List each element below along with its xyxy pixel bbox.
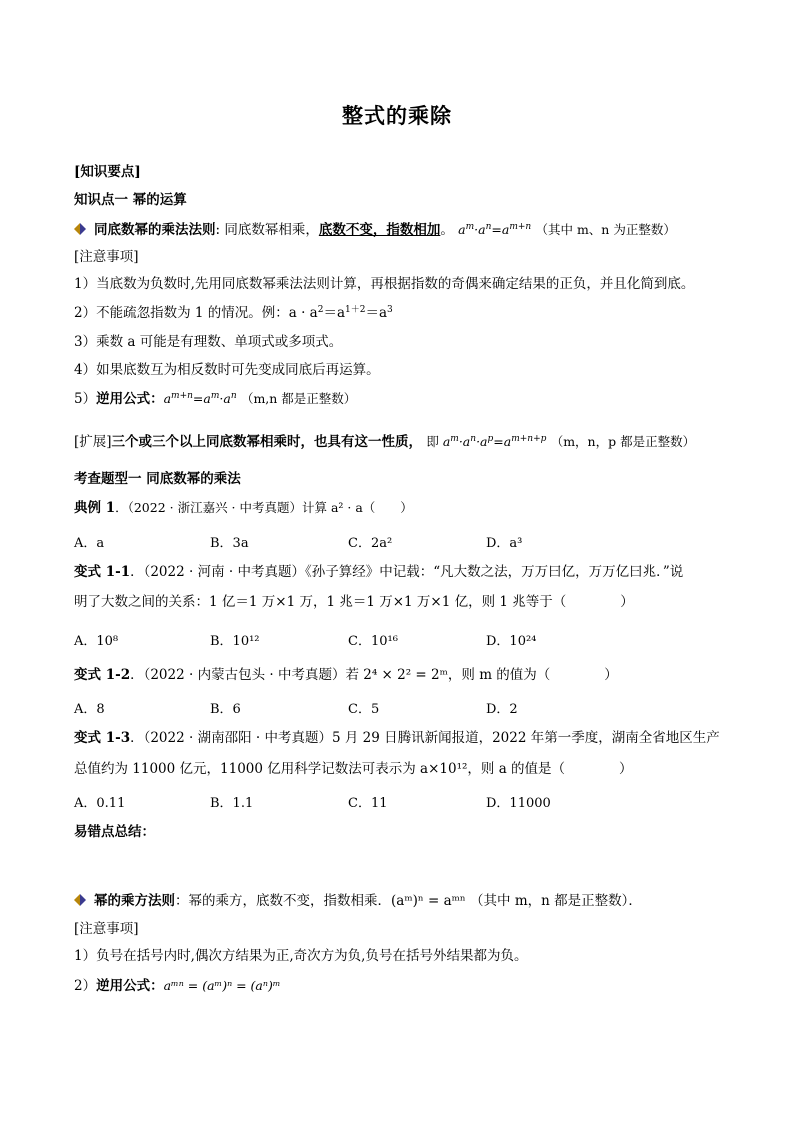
extension-text: 三个或三个以上同底数幂相乘时，也具有这一性质， [111,434,423,450]
variant-1-1-label: 变式 1-1 [74,564,131,580]
example-1-option-b: B．3a [210,536,249,551]
example-1 [74,498,413,518]
rule-note: （其中 m、n 为正整数） [535,222,676,237]
rule-formula: $a^m\cdot a^n=a^{m+n}$ [458,222,532,237]
example-1-option-c: C．2a² [348,536,393,551]
rule-text-a: : 同底数幂相乘， [215,222,319,238]
notice-item-1: 1）当底数为负数时,先用同底数幂乘法法则计算，再根据指数的奇偶来确定结果的正负，并且化简到底。 [74,276,695,292]
bullet-diamond-icon [74,223,86,235]
item5-prefix: 5） [74,391,97,407]
notice-label: [注意事项] [74,249,139,265]
rule-multiplication [74,220,676,240]
variant-1-3 [74,728,720,748]
example-1-label: 典例 1 [74,500,116,516]
variant-1-1-line2: 明了大数之间的关系：1 亿＝1 万×1 万，1 兆＝1 万×1 万×1 亿，则 1 兆等于（ ） [74,594,634,610]
variant-1-2-label: 变式 1-2 [74,667,131,683]
rule-power [74,891,642,911]
variant-1-1-option-a: A．10⁸ [74,634,119,649]
notice-item-4: 4）如果底数互为相反数时可先变成同底后再运算。 [74,362,380,378]
variant-1-2 [74,665,618,685]
variant-1-3-option-a: A．0.11 [74,796,126,811]
notice2-item-2-label: 逆用公式： [96,978,164,994]
variant-1-1-option-d: D．10²⁴ [486,634,537,649]
variant-1-3-label: 变式 1-3 [74,730,131,746]
mistake-summary: 易错点总结： [74,824,155,840]
variant-1-2-option-a: A．8 [74,702,105,717]
example-1-option-d: D．a³ [486,536,523,551]
variant-1-3-option-c: C．11 [348,796,388,811]
notice2-item-2-prefix: 2） [74,978,97,994]
knowledge-point-title: 知识点一 幂的运算 [74,192,187,208]
notice-label-2: [注意事项] [74,921,139,937]
variant-1-3-option-b: B．1.1 [210,796,254,811]
page-title: 整式的乘除 [342,103,452,128]
example-1-text: ．（2022 · 浙江嘉兴 · 中考真题）计算 a² · a（ ） [115,500,413,515]
variant-1-1-option-c: C．10¹⁶ [348,634,398,649]
variant-1-3-line2: 总值约为 11000 亿元，11000 亿用科学记数法可表示为 a×10¹²，则 a 的值是（ ） [74,761,633,777]
notice2-item-2 [74,976,281,996]
variant-1-2-option-d: D．2 [486,702,518,717]
variant-1-3-option-d: D．11000 [486,796,551,811]
rule-text-b: 。 [440,222,454,238]
item5-label: 逆用公式： [96,391,164,407]
question-type-title: 考查题型一 同底数幂的乘法 [74,471,241,487]
extension-note [74,432,695,452]
item5-note: （m,n 都是正整数） [240,391,357,406]
bullet-diamond-icon [74,894,86,906]
rule-label: 同底数幂的乘法法则 [94,222,216,238]
variant-1-1-text: ．（2022 · 河南 · 中考真题）《孙子算经》中记载：“凡大数之法，万万曰亿，万万亿曰兆．”说 [130,564,684,580]
notice-item-5 [74,389,356,409]
section-header: [知识要点] [74,164,141,180]
notice-item-3: 3）乘数 a 可能是有理数、单项式或多项式。 [74,334,343,350]
rule-power-label: 幂的乘方法则 [94,893,175,909]
example-1-option-a: A．a [74,536,105,551]
rule-power-text: ：幂的乘方，底数不变，指数相乘．(aᵐ)ⁿ = aᵐⁿ （其中 m，n 都是正整数）． [175,893,642,909]
rule-emphasis: 底数不变，指数相加 [318,222,441,238]
extension-prefix: [扩展] [74,434,112,450]
variant-1-2-option-b: B．6 [210,702,241,717]
variant-1-2-option-c: C．5 [348,702,380,717]
extension-note-text: （m，n，p 都是正整数） [550,434,696,449]
notice-item-2: 2）不能疏忽指数为 1 的情况。例：$a \cdot a^2=a^{1+2}=a^3$ [74,305,393,321]
item5-formula: $a^{m+n}=a^m\cdot a^n$ [163,391,237,406]
variant-1-1-option-b: B．10¹² [210,634,260,649]
variant-1-3-text: ．（2022 · 湖南邵阳 · 中考真题）5 月 29 日腾讯新闻报道，2022 年第一季度，湖南全省地区生产 [130,730,720,746]
notice2-item-1: 1）负号在括号内时,偶次方结果为正,奇次方为负,负号在括号外结果都为负。 [74,948,528,964]
notice2-item-2-formula: aᵐⁿ = (aᵐ)ⁿ = (aⁿ)ᵐ [163,978,281,993]
extension-formula: 即 $a^m\cdot a^n\cdot a^p=a^{m+n+p}$ [426,434,547,449]
variant-1-2-text: ．（2022 · 内蒙古包头 · 中考真题）若 2⁴ × 2² = 2ᵐ，则 m 的值为（ ） [130,667,618,683]
variant-1-1 [74,562,683,582]
